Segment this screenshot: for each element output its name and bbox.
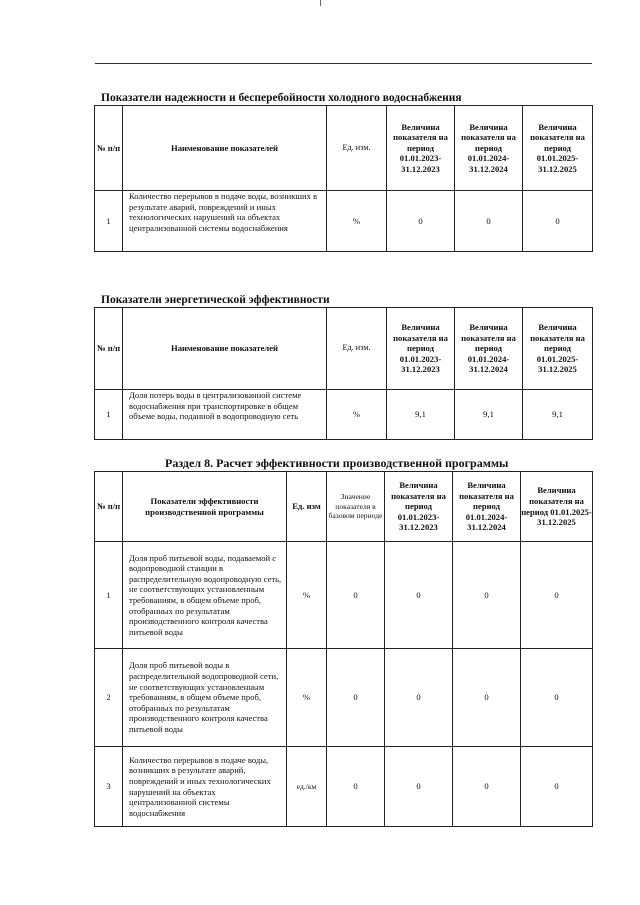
col-header-name: Показатели эффективности производственной программы: [123, 472, 287, 542]
section-title-energy: Показатели энергетической эффективности: [101, 294, 330, 306]
row-value-2023: 0: [385, 542, 453, 649]
col-header-num: № п/п: [95, 308, 123, 390]
row-num: 1: [95, 191, 123, 252]
row-name: Доля проб питьевой воды в распределительной водопроводной сети, не соответствующих установленным требованиям, в общем объеме проб, отобранных по результатам производственного контроля качества питьевой воды: [123, 649, 287, 747]
row-unit: %: [287, 649, 327, 747]
header-rule: [95, 63, 592, 64]
row-value-2023: 0: [385, 649, 453, 747]
table-row: [95, 390, 593, 440]
table-row: [95, 747, 593, 827]
row-name: Количество перерывов в подаче воды, возникших в результате аварий, повреждений и иных технологических нарушений на объектах централизованной системы водоснабжения: [123, 747, 287, 827]
table-header-row: [95, 308, 593, 390]
row-num: 3: [95, 747, 123, 827]
row-value-base: 0: [327, 649, 385, 747]
row-value-2023: 9,1: [387, 390, 455, 440]
row-num: 2: [95, 649, 123, 747]
section-title-reliability: Показатели надежности и бесперебойности холодного водоснабжения: [101, 92, 462, 104]
row-num: 1: [95, 542, 123, 649]
row-value-2023: 0: [387, 191, 455, 252]
table-row: [95, 191, 593, 252]
col-header-period-2025: Величина показателя на период 01.01.2025-31.12.2025: [523, 106, 593, 191]
col-header-period-2024: Величина показателя на период 01.01.2024-31.12.2024: [455, 106, 523, 191]
row-num: 1: [95, 390, 123, 440]
row-name: Количество перерывов в подаче воды, возникших в результате аварий, повреждений и иных технологических нарушений на объектах централизованной системы водоснабжения: [123, 191, 327, 252]
row-value-2024: 0: [455, 191, 523, 252]
row-value-2025: 0: [521, 747, 593, 827]
table-row: [95, 542, 593, 649]
table-header-row: [95, 472, 593, 542]
section-title-efficiency: Раздел 8. Расчет эффективности производственной программы: [165, 456, 509, 470]
row-value-2024: 9,1: [455, 390, 523, 440]
col-header-unit: Ед. изм: [287, 472, 327, 542]
row-name: Доля проб питьевой воды, подаваемой с водопроводной станции в распределительную водопроводную сеть, не соответствующих установленным требованиям, в общем объеме проб, отобранных по результатам производственного контроля качества питьевой воды: [123, 542, 287, 649]
col-header-period-2023: Величина показателя на период 01.01.2023-31.12.2023: [387, 308, 455, 390]
table-row: [95, 649, 593, 747]
row-value-2025: 0: [521, 542, 593, 649]
efficiency-table: [94, 471, 593, 827]
col-header-name: Наименование показателей: [123, 308, 327, 390]
col-header-num: № п/п: [95, 472, 123, 542]
row-value-2024: 0: [453, 747, 521, 827]
col-header-period-2024: Величина показателя на период 01.01.2024-31.12.2024: [453, 472, 521, 542]
col-header-period-2025: Величина показателя на период 01.01.2025-31.12.2025: [523, 308, 593, 390]
row-value-2025: 0: [523, 191, 593, 252]
col-header-name: Наименование показателей: [123, 106, 327, 191]
row-name: Доля потерь воды в централизованной системе водоснабжения при транспортировке в общем объеме воды, поданной в водопроводную сеть: [123, 390, 327, 440]
row-value-base: 0: [327, 542, 385, 649]
row-unit: ед./км: [287, 747, 327, 827]
col-header-period-2025: Величина показателя на период 01.01.2025-31.12.2025: [521, 472, 593, 542]
col-header-unit: Ед. изм.: [327, 106, 387, 191]
page-top-tick: [320, 0, 321, 6]
table-header-row: [95, 106, 593, 191]
row-unit: %: [287, 542, 327, 649]
row-value-2024: 0: [453, 649, 521, 747]
row-value-2023: 0: [385, 747, 453, 827]
col-header-period-2023: Величина показателя на период 01.01.2023-31.12.2023: [385, 472, 453, 542]
energy-table: [94, 307, 593, 440]
row-value-2025: 0: [521, 649, 593, 747]
col-header-num: № п/п: [95, 106, 123, 191]
row-unit: %: [327, 390, 387, 440]
row-value-2025: 9,1: [523, 390, 593, 440]
row-value-base: 0: [327, 747, 385, 827]
col-header-unit: Ед. изм.: [327, 308, 387, 390]
col-header-period-2024: Величина показателя на период 01.01.2024-31.12.2024: [455, 308, 523, 390]
row-unit: %: [327, 191, 387, 252]
reliability-table: [94, 105, 593, 252]
col-header-base-period: Значение показателя в базовом периоде: [327, 472, 385, 542]
col-header-period-2023: Величина показателя на период 01.01.2023-31.12.2023: [387, 106, 455, 191]
row-value-2024: 0: [453, 542, 521, 649]
